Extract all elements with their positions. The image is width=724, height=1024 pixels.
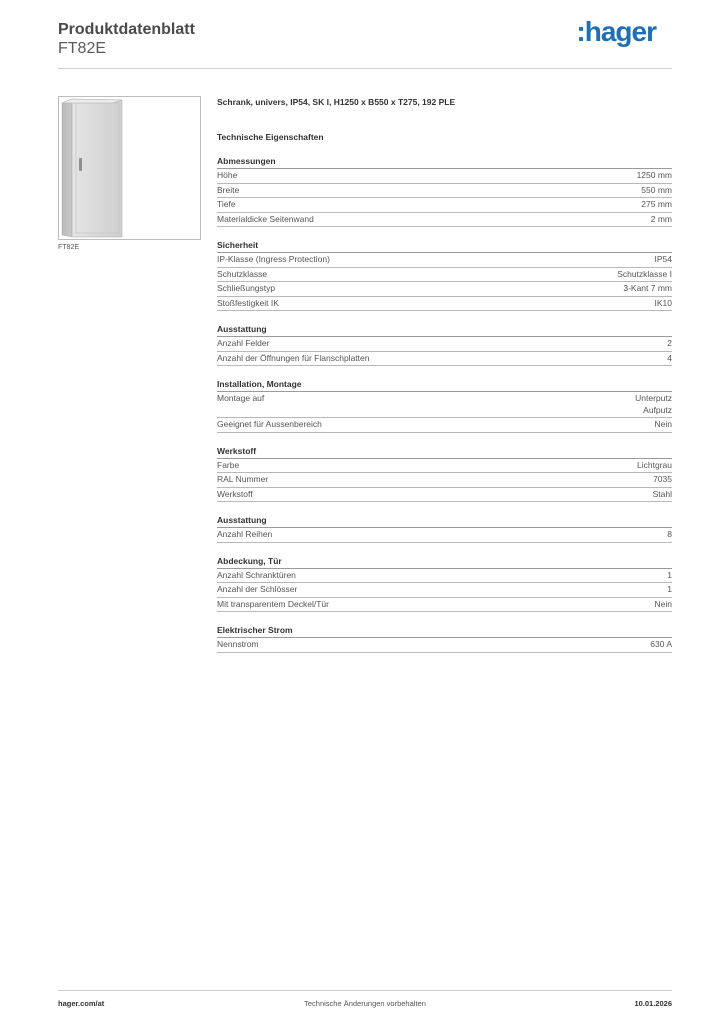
- spec-value: [667, 584, 672, 596]
- spec-value-line: 7035: [653, 474, 672, 484]
- cabinet-illustration: [59, 97, 200, 239]
- spec-value-line: 1250 mm: [636, 170, 672, 180]
- spec-row: [217, 583, 672, 598]
- product-code: FT82E: [58, 40, 107, 57]
- spec-value-line: 3-Kant 7 mm: [623, 283, 672, 293]
- spec-label: Montage auf: [217, 393, 265, 403]
- spec-value: [637, 170, 672, 182]
- spec-value: [623, 283, 672, 295]
- spec-row: [217, 253, 672, 268]
- spec-value-line: Nein: [654, 419, 672, 429]
- document-date: 10.01.2026: [634, 999, 672, 1008]
- spec-section: [217, 446, 672, 503]
- spec-section: [217, 556, 672, 613]
- website-link[interactable]: hager.com/at: [58, 999, 105, 1008]
- spec-value-line: 2: [667, 338, 672, 348]
- spec-value-line: Lichtgrau: [637, 459, 672, 470]
- document-title: Produktdatenblatt: [58, 21, 195, 38]
- spec-value: [667, 338, 672, 350]
- footer-divider: [58, 990, 672, 991]
- spec-label: Materialdicke Seitenwand: [217, 213, 314, 224]
- spec-row: [217, 418, 672, 433]
- section-title: Elektrischer Strom: [217, 625, 672, 638]
- spec-label: Breite: [217, 184, 240, 195]
- spec-value-line: 1: [667, 569, 672, 580]
- product-details: [217, 96, 672, 653]
- spec-value-line: 1: [667, 584, 672, 594]
- spec-row: [217, 569, 672, 584]
- spec-value-line: 630 A: [650, 639, 672, 649]
- spec-label: Anzahl Schranktüren: [217, 569, 296, 580]
- spec-value: [655, 254, 673, 266]
- spec-value: [651, 214, 672, 226]
- spec-label: Anzahl der Schlösser: [217, 584, 298, 594]
- section-title: Werkstoff: [217, 446, 672, 459]
- spec-row: [217, 169, 672, 184]
- spec-label: Tiefe: [217, 199, 236, 209]
- spec-value: [653, 489, 672, 501]
- change-notice: Technische Änderungen vorbehalten: [304, 999, 426, 1008]
- spec-value-line: 4: [667, 352, 672, 363]
- spec-row: [217, 337, 672, 352]
- spec-value-line: Unterputz: [635, 393, 672, 403]
- spec-label: RAL Nummer: [217, 474, 269, 484]
- spec-row: [217, 473, 672, 488]
- spec-row: [217, 392, 672, 418]
- spec-value-line: 2 mm: [650, 213, 672, 224]
- spec-label: Werkstoff: [217, 488, 253, 499]
- section-title: Installation, Montage: [217, 379, 672, 392]
- spec-row: [217, 297, 672, 312]
- spec-section: [217, 156, 672, 227]
- image-caption: FT82E: [58, 244, 80, 251]
- spec-value-line: Nein: [654, 598, 672, 609]
- spec-value: [667, 570, 672, 582]
- spec-value: [655, 599, 672, 611]
- section-title: Ausstattung: [217, 324, 672, 337]
- spec-value: [655, 298, 673, 310]
- spec-row: [217, 638, 672, 653]
- spec-label: Schutzklasse: [217, 268, 268, 279]
- spec-value: [650, 639, 672, 651]
- spec-value-line: IK10: [654, 297, 672, 308]
- spec-section: [217, 625, 672, 653]
- spec-value-line: Schutzklasse I: [617, 268, 672, 279]
- spec-value: [617, 269, 672, 281]
- spec-label: Anzahl Reihen: [217, 529, 273, 539]
- spec-row: [217, 198, 672, 213]
- section-title: Sicherheit: [217, 240, 672, 253]
- spec-label: Anzahl der Öffnungen für Flanschplatten: [217, 352, 370, 363]
- spec-value: [667, 529, 672, 541]
- technical-properties-heading: Technische Eigenschaften: [217, 132, 324, 142]
- spec-row: [217, 213, 672, 228]
- section-title: Ausstattung: [217, 515, 672, 528]
- spec-row: [217, 282, 672, 297]
- product-description: Schrank, univers, IP54, SK I, H1250 x B550 x T275, 192 PLE: [217, 97, 456, 107]
- spec-value: [667, 353, 672, 365]
- page-footer: [58, 999, 672, 1011]
- spec-row: [217, 184, 672, 199]
- spec-sections: [217, 156, 672, 653]
- spec-value: [635, 393, 672, 416]
- spec-value-line: 8: [667, 529, 672, 539]
- spec-label: IP-Klasse (Ingress Protection): [217, 254, 330, 264]
- spec-value: [637, 460, 672, 472]
- spec-value: [655, 419, 672, 431]
- spec-label: Geeignet für Aussenbereich: [217, 419, 322, 429]
- spec-row: [217, 488, 672, 503]
- page-header: [58, 16, 672, 58]
- spec-label: Farbe: [217, 459, 240, 470]
- spec-label: Nennstrom: [217, 639, 259, 649]
- header-divider: [58, 68, 672, 69]
- spec-label: Anzahl Felder: [217, 338, 270, 348]
- spec-label: Höhe: [217, 170, 238, 180]
- spec-value: [641, 199, 672, 211]
- spec-value: [653, 474, 672, 486]
- spec-section: [217, 515, 672, 543]
- spec-section: [217, 379, 672, 433]
- section-title: Abdeckung, Tür: [217, 556, 672, 569]
- section-title: Abmessungen: [217, 156, 672, 169]
- hager-logo[interactable]: :hager: [576, 16, 656, 47]
- spec-row: [217, 352, 672, 367]
- spec-row: [217, 528, 672, 543]
- spec-value-line: 275 mm: [641, 199, 672, 209]
- spec-label: Mit transparentem Deckel/Tür: [217, 598, 329, 609]
- spec-section: [217, 324, 672, 366]
- product-image: [58, 96, 201, 240]
- spec-section: [217, 240, 672, 311]
- spec-value: [641, 185, 672, 197]
- spec-value-line: Aufputz: [643, 404, 672, 415]
- spec-row: [217, 598, 672, 613]
- spec-label: Stoßfestigkeit IK: [217, 297, 279, 308]
- spec-value-line: 550 mm: [641, 184, 672, 195]
- spec-value-line: Stahl: [652, 488, 672, 499]
- spec-label: Schließungstyp: [217, 283, 276, 293]
- spec-row: [217, 459, 672, 474]
- spec-value-line: IP54: [654, 254, 672, 264]
- spec-row: [217, 268, 672, 283]
